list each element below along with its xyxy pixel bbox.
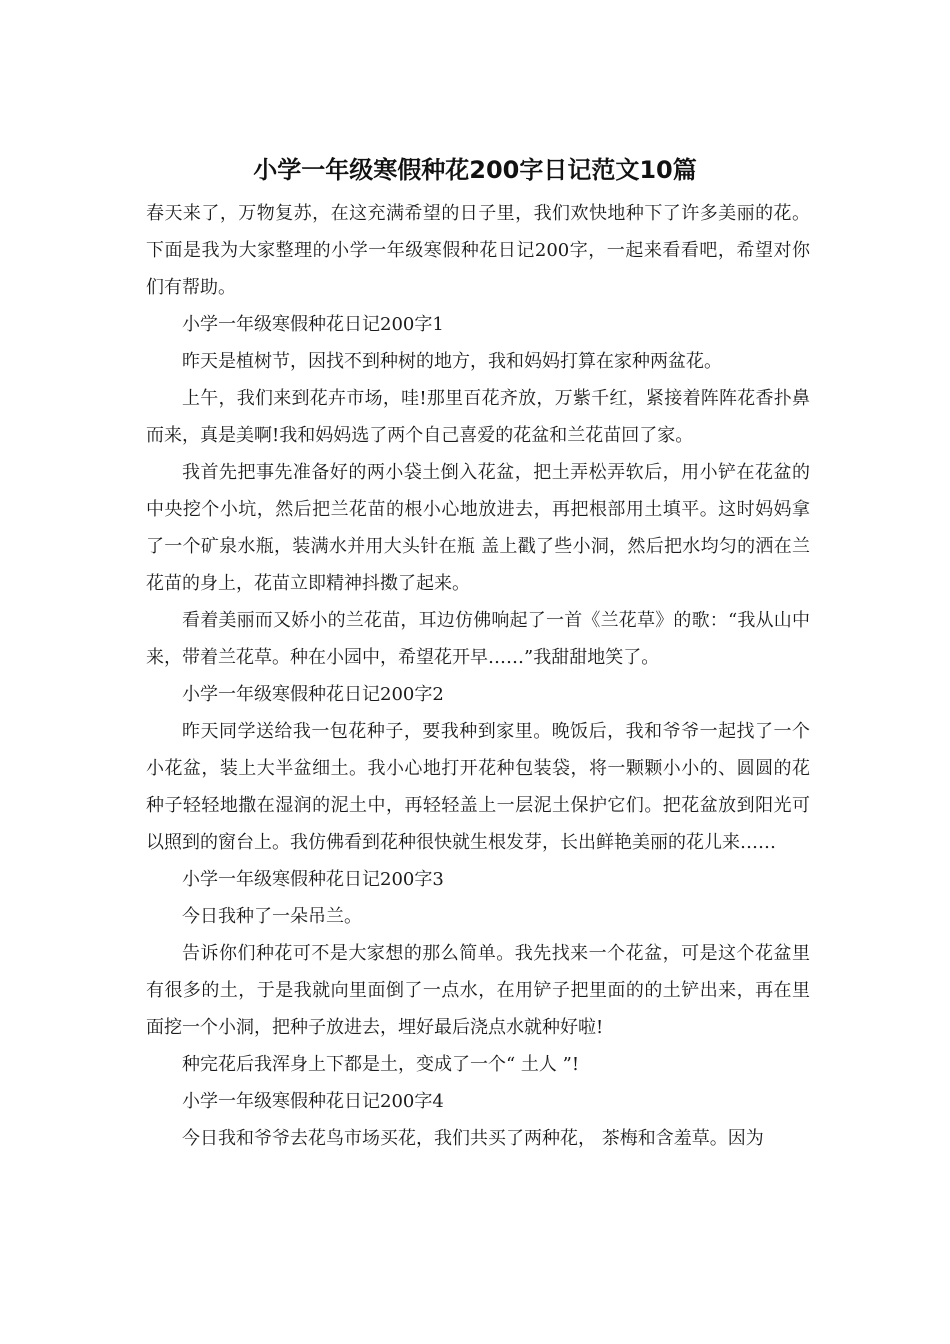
body-paragraph: 看着美丽而又娇小的兰花苗，耳边仿佛响起了一首《兰花草》的歌：“我从山中来，带着兰花草。种在小园中，希望花开早……”我甜甜地笑了。 [146, 610, 810, 668]
intro-paragraph: 春天来了，万物复苏，在这充满希望的日子里，我们欢快地种下了许多美丽的花。下面是我为大家整理的小学一年级寒假种花日记200字，一起来看看吧，希望对你们有帮助。 [146, 203, 810, 298]
body-paragraph: 种完花后我浑身上下都是土，变成了一个“ 土人 ”! [182, 1054, 580, 1075]
section-heading-3: 小学一年级寒假种花日记200字3 [182, 869, 444, 890]
body-paragraph: 告诉你们种花可不是大家想的那么简单。我先找来一个花盆，可是这个花盆里有很多的土，于是我就向里面倒了一点水，在用铲子把里面的的土铲出来，再在里面挖一个小洞，把种子放进去，埋好最后浇点水就种好啦! [146, 943, 810, 1038]
section-heading-4: 小学一年级寒假种花日记200字4 [182, 1091, 444, 1112]
section-heading-2: 小学一年级寒假种花日记200字2 [182, 684, 444, 705]
section-heading-1: 小学一年级寒假种花日记200字1 [182, 314, 444, 335]
body-paragraph: 昨天同学送给我一包花种子，要我种到家里。晚饭后，我和爷爷一起找了一个小花盆，装上大半盆细土。我小心地打开花种包装袋，将一颗颗小小的、圆圆的花种子轻轻地撒在湿润的泥土中，再轻轻盖上一层泥土保护它们。把花盆放到阳光可以照到的窗台上。我仿佛看到花种很快就生根发芽，长出鲜艳美丽的花儿来…… [146, 721, 810, 853]
document-body [146, 195, 810, 1157]
body-paragraph: 昨天是植树节，因找不到种树的地方，我和妈妈打算在家种两盆花。 [182, 351, 722, 372]
body-paragraph: 今日我种了一朵吊兰。 [182, 906, 362, 927]
document-title: 小学一年级寒假种花200字日记范文10篇 [253, 156, 697, 184]
body-paragraph: 上午，我们来到花卉市场，哇!那里百花齐放，万紫千红，紧接着阵阵花香扑鼻而来，真是美啊!我和妈妈选了两个自己喜爱的花盆和兰花苗回了家。 [146, 388, 810, 446]
body-paragraph: 我首先把事先准备好的两小袋土倒入花盆，把土弄松弄软后，用小铲在花盆的中央挖个小坑，然后把兰花苗的根小心地放进去，再把根部用土填平。这时妈妈拿了一个矿泉水瓶，装满水并用大头针在瓶 盖上戳了些小洞，然后把水均匀的洒在兰花苗的身上，花苗立即精神抖擞了起来。 [146, 462, 810, 594]
body-paragraph: 今日我和爷爷去花鸟市场买花，我们共买了两种花， 茶梅和含羞草。因为 [182, 1128, 764, 1149]
